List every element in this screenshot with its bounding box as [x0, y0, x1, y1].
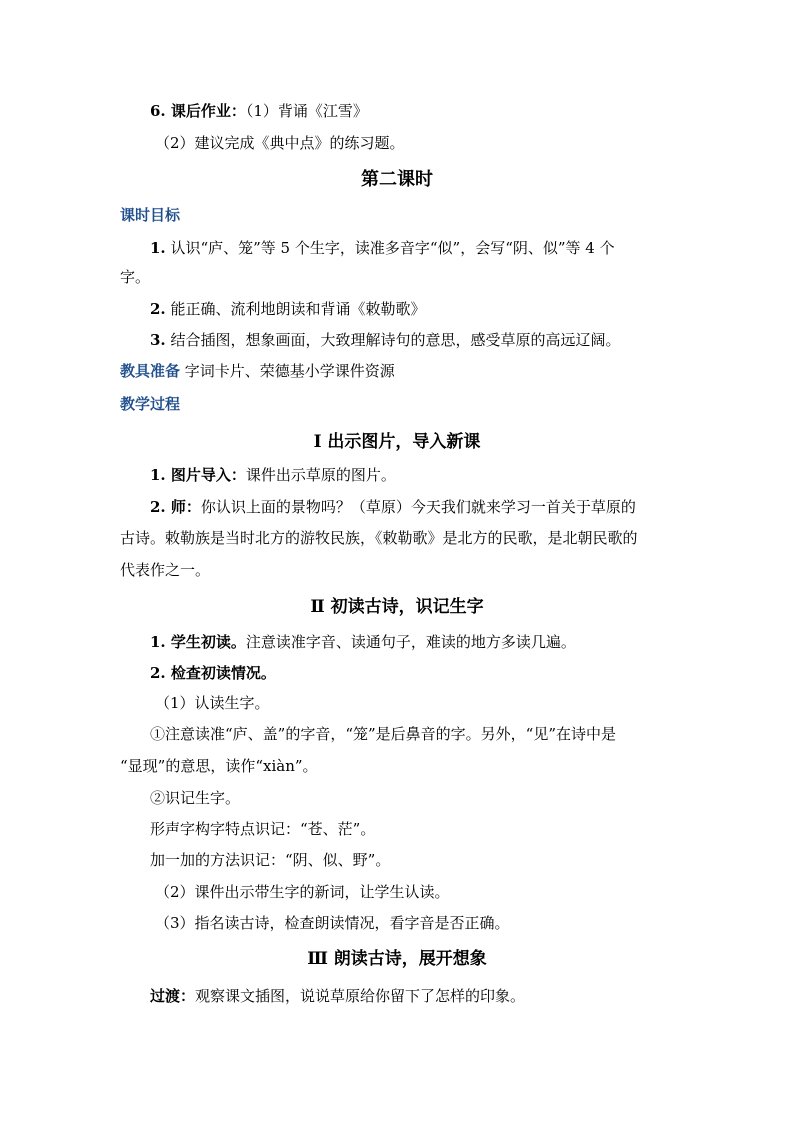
goal-3 — [150, 330, 706, 350]
goal-1-line-2: 字。 — [120, 268, 151, 286]
section-3-title: Ⅲ 朗读古诗，展开想象 — [307, 949, 487, 969]
goals-heading: 课时目标 — [120, 206, 181, 224]
section-1-para-1 — [150, 465, 706, 485]
section-2-sub-1a-line-1: ①注意读准“庐、盖”的字音，“笼”是后鼻音的字。另外，“见”在诗中是 — [150, 725, 617, 743]
prep-text: 字词卡片、荣德基小学课件资源 — [180, 362, 395, 380]
homework-item-1: （1）背诵《江雪》 — [245, 102, 368, 120]
prep-line — [120, 361, 676, 381]
section-3-para-1 — [150, 986, 706, 1006]
section-1-title: Ⅰ 出示图片，导入新课 — [313, 432, 481, 452]
goal-1-line-1 — [150, 238, 706, 258]
goal-2-text: 能正确、流利地朗读和背诵《敕勒歌》 — [165, 300, 426, 318]
section-2-sub-2: （2）课件出示带生字的新词，让学生认读。 — [155, 883, 450, 901]
section-3-para-1-label: 过渡： — [150, 987, 196, 1005]
section-1-para-2-text: 你认识上面的景物吗？（草原）今天我们就来学习一首关于草原的 — [200, 498, 636, 516]
section-3-para-1-text: 观察课文插图，说说草原给你留下了怎样的印象。 — [195, 987, 526, 1005]
homework-line — [150, 101, 706, 121]
process-heading: 教学过程 — [120, 395, 181, 413]
section-1-para-2-line-2: 古诗。敕勒族是当时北方的游牧民族，《敕勒歌》是北方的民歌，是北朝民歌的 — [120, 529, 638, 547]
goal-3-text: 结合插图，想象画面，大致理解诗句的意思，感受草原的高远辽阔。 — [165, 331, 621, 349]
section-2-sub-1b: ②识记生字。 — [150, 789, 241, 807]
section-2-sub-1c: 形声字构字特点识记：“苍、茫”。 — [150, 820, 376, 838]
section-1-para-2-line-1 — [150, 497, 706, 517]
section-2-sub-1: （1）认读生字。 — [155, 694, 270, 712]
goal-1-text: 认识“庐、笼”等 5 个生字，读准多音字“似”，会写“阴、似”等 4 个 — [165, 239, 615, 257]
section-2-para-1 — [150, 632, 706, 652]
section-2-para-2: 2. 检查初读情况。 — [150, 664, 276, 682]
section-2-sub-3: （3）指名读古诗，检查朗读情况，看字音是否正确。 — [155, 914, 510, 932]
section-2-title: Ⅱ 初读古诗，识记生字 — [310, 597, 484, 617]
section-2-sub-1a-line-2: “显现”的意思，读作“xiàn”。 — [120, 757, 318, 775]
section-2-sub-1d: 加一加的方法识记：“阴、似、野”。 — [150, 851, 391, 869]
goal-1-number: 1. — [150, 239, 166, 257]
section-2-para-1-label: 1. 学生初读。 — [150, 633, 246, 651]
section-1-para-1-label: 1. 图片导入： — [150, 466, 246, 484]
goal-3-number: 3. — [150, 331, 166, 349]
homework-item-2: （2）建议完成《典中点》的练习题。 — [155, 134, 405, 152]
section-2-para-1-text: 注意读准字音、读通句子，难读的地方多读几遍。 — [245, 633, 576, 651]
section-1-para-1-text: 课件出示草原的图片。 — [245, 466, 396, 484]
section-1-para-2-line-3: 代表作之一。 — [120, 561, 211, 579]
lesson-title: 第二课时 — [361, 169, 433, 190]
homework-label: 6. 课后作业： — [150, 102, 246, 120]
section-1-para-2-label: 2. 师： — [150, 498, 201, 516]
goal-2-number: 2. — [150, 300, 166, 318]
prep-heading: 教具准备 — [120, 362, 181, 380]
goal-2 — [150, 299, 706, 319]
